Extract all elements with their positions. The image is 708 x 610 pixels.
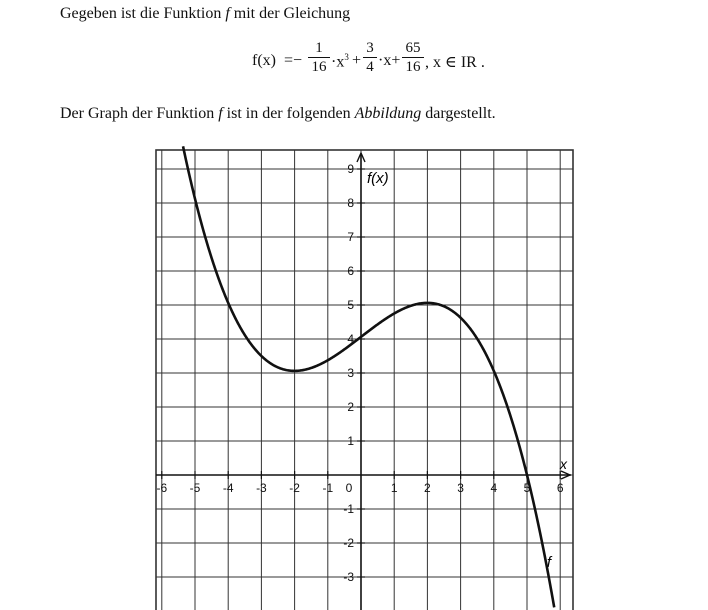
fraction-2-denominator: 4	[366, 59, 374, 75]
x-tick-label: -5	[189, 481, 201, 495]
y-tick-label: 5	[347, 298, 354, 312]
x-tick-label: 0	[345, 481, 353, 495]
intro-part-1: Gegeben ist die Funktion	[60, 5, 226, 22]
x-axis-label: x	[560, 456, 567, 472]
y-axis-label: f(x)	[367, 170, 389, 187]
y-tick-label: 2	[347, 400, 354, 414]
curve-label: f	[546, 553, 552, 571]
fraction-1-denominator: 16	[311, 59, 327, 75]
graph-frame	[156, 150, 573, 610]
grid	[156, 150, 573, 610]
y-tick-label: -2	[343, 536, 354, 550]
y-tick-label: 7	[347, 230, 354, 244]
intro-part-2: mit der Gleichung	[229, 5, 351, 22]
y-tick-label: 8	[347, 196, 354, 210]
y-tick-label: 1	[347, 434, 354, 448]
x-tick-label: -2	[289, 481, 300, 495]
formula-domain: , x ∈ IR .	[425, 54, 485, 71]
fraction-3-denominator: 16	[405, 59, 421, 75]
x-tick-label: 2	[424, 481, 431, 495]
x-tick-label: 1	[390, 481, 398, 495]
x-tick-label: 4	[490, 481, 498, 495]
y-tick-label: 4	[347, 332, 354, 346]
function-curve	[183, 146, 554, 607]
caption-part-3: dargestellt.	[421, 105, 496, 122]
x-tick-label: 5	[523, 481, 531, 495]
y-tick-label: 9	[347, 162, 354, 176]
caption-function-name: f	[218, 105, 223, 122]
fraction-3-numerator: 65	[402, 40, 424, 58]
fraction-1-numerator: 1	[308, 40, 330, 58]
y-tick-label: -1	[343, 502, 354, 516]
intro-function-name: f	[225, 5, 230, 22]
caption-abbildung: Abbildung	[354, 105, 422, 122]
x-tick-label: 6	[556, 481, 564, 495]
formula-term-1-base: ·x	[331, 53, 345, 71]
y-tick-label: 6	[347, 264, 354, 278]
x-tick-label: -1	[322, 481, 334, 495]
formula-eq-minus: =−	[284, 52, 303, 69]
y-tick-label: 3	[347, 366, 354, 380]
formula-exponent: 3	[344, 52, 349, 62]
x-tick-label: -3	[256, 481, 267, 495]
formula-plus-1: +	[352, 52, 362, 69]
x-tick-label: -6	[156, 481, 168, 495]
fraction-2-numerator: 3	[363, 40, 377, 58]
formula-lhs: f(x)	[252, 52, 276, 69]
y-tick-label: -3	[343, 570, 354, 584]
x-tick-label: -4	[222, 481, 234, 495]
caption-part-2: ist in der folgenden	[222, 105, 355, 122]
axes	[156, 153, 571, 610]
x-tick-label: 3	[457, 481, 464, 495]
formula-term-2: ·x+	[378, 52, 401, 69]
caption-part-1: Der Graph der Funktion	[60, 105, 219, 122]
